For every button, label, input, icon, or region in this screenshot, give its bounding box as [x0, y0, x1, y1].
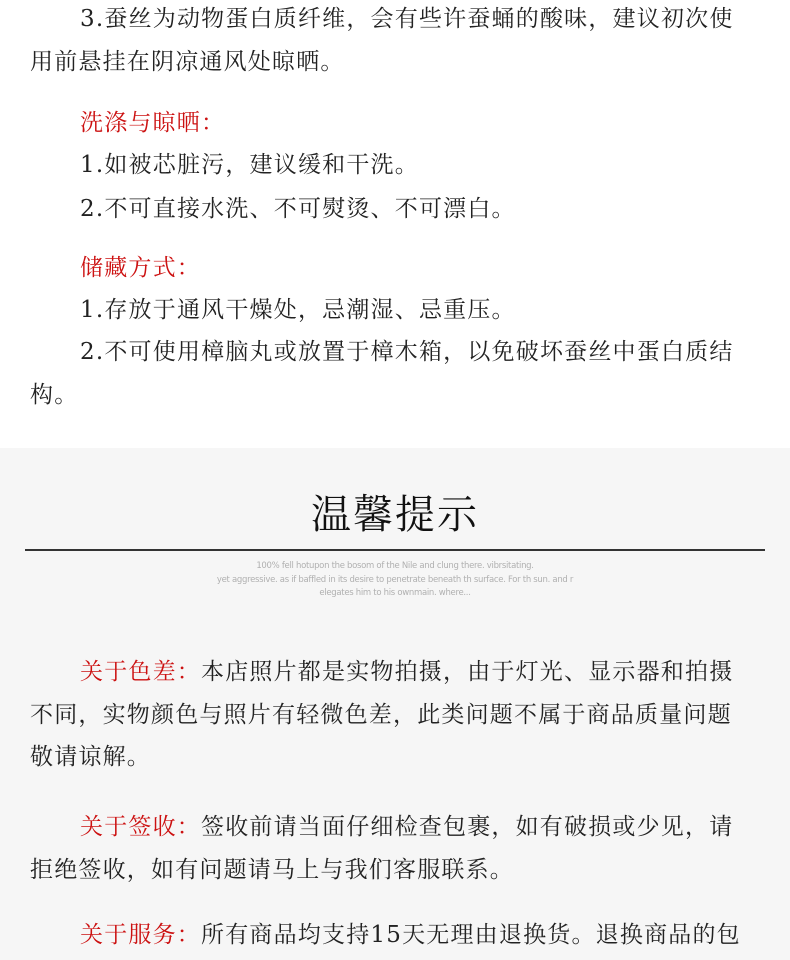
service-text: 所有商品均支持15天无理由退换货。退换商品的包: [201, 922, 741, 948]
color-diff-line-1: [80, 659, 790, 685]
intro-line-2: 用前悬挂在阴凉通风处晾晒。: [30, 49, 345, 75]
decorative-english-line-2: yet aggressive. as if baffled in its desire to penetrate beneath th surface. For th sun. and r: [216, 575, 574, 585]
signing-line-1: [80, 814, 790, 840]
heading-divider: [25, 549, 765, 551]
color-diff-line-2: 不同，实物颜色与照片有轻微色差，此类问题不属于商品质量问题: [30, 702, 732, 728]
warm-tips-heading: 温馨提示: [311, 492, 479, 538]
service-line-1: [80, 922, 790, 948]
color-diff-line-3: 敬请谅解。: [30, 744, 151, 770]
storage-line-3: 构。: [30, 382, 79, 408]
washing-line-1: 1.如被芯脏污，建议缓和干洗。: [80, 152, 419, 178]
storage-title: 储藏方式：: [80, 255, 201, 281]
care-instructions-section: [0, 0, 790, 448]
storage-line-1: 1.存放于通风干燥处，忌潮湿、忌重压。: [80, 297, 516, 323]
service-label: 关于服务：: [80, 922, 201, 948]
color-diff-text: 本店照片都是实物拍摄，由于灯光、显示器和拍摄: [201, 659, 734, 685]
washing-drying-title: 洗涤与晾晒：: [80, 110, 226, 136]
storage-line-2: 2.不可使用樟脑丸或放置于樟木箱，以免破坏蚕丝中蛋白质结: [80, 339, 734, 365]
signing-label: 关于签收：: [80, 814, 201, 840]
signing-line-2: 拒绝签收，如有问题请马上与我们客服联系。: [30, 857, 514, 883]
decorative-english-line-1: 100% fell hotupon the bosom of the Nile and clung there. vibrsitating.: [256, 561, 534, 571]
color-diff-label: 关于色差：: [80, 659, 201, 685]
decorative-english-line-3: elegates him to his ownmain. where...: [319, 588, 471, 598]
washing-line-2: 2.不可直接水洗、不可熨烫、不可漂白。: [80, 196, 516, 222]
signing-text: 签收前请当面仔细检查包裹，如有破损或少见，请: [201, 814, 734, 840]
intro-line-1: 3.蚕丝为动物蛋白质纤维，会有些许蚕蛹的酸味，建议初次使: [80, 6, 734, 32]
